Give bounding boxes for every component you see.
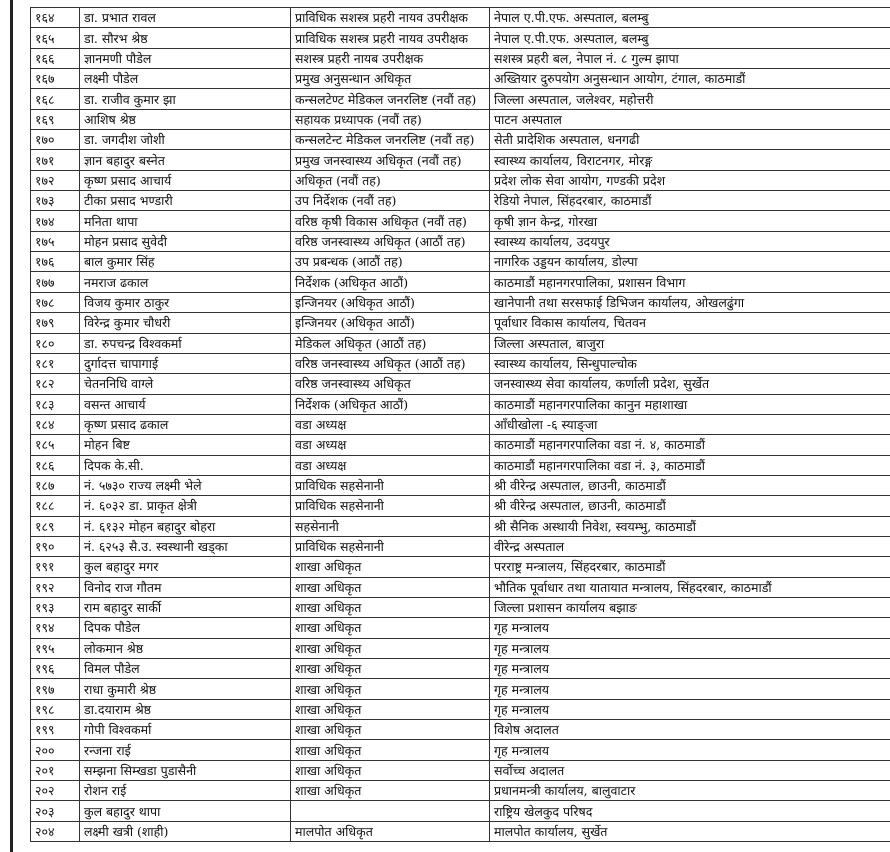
post-cell: वडा अध्यक्ष — [291, 455, 490, 475]
name-cell: डा. रुपचन्द्र विश्वकर्मा — [80, 333, 291, 353]
post-cell: उप निर्देशक (नवौं तह) — [291, 191, 490, 211]
name-cell: मोहन प्रसाद सुवेदी — [80, 231, 291, 251]
post-cell: शाखा अधिकृत — [291, 577, 490, 597]
office-cell: पाटन अस्पताल — [490, 109, 890, 129]
name-cell: विनोद राज गौतम — [80, 577, 291, 597]
table-row — [31, 313, 890, 333]
table-row — [31, 48, 890, 68]
name-cell: आशिष श्रेष्ठ — [80, 109, 291, 129]
post-cell: इन्जिनयर (अधिकृत आठौं) — [291, 313, 490, 333]
office-cell: गृह मन्त्रालय — [490, 659, 890, 679]
table-row — [31, 109, 890, 129]
post-cell: प्रमुख जनस्वास्थ्य अधिकृत (नवौं तह) — [291, 150, 490, 170]
table-row — [31, 353, 890, 373]
name-cell: दुर्गादत्त चापागाई — [80, 353, 291, 373]
serial-number-cell: १९७ — [31, 679, 80, 699]
table-row — [31, 272, 890, 292]
post-cell: वरिष्ठ कृषी विकास अधिकृत (नवौं तह) — [291, 211, 490, 231]
table-row — [31, 577, 890, 597]
serial-number-cell: २०४ — [31, 821, 80, 841]
name-cell: विजय कुमार ठाकुर — [80, 292, 291, 312]
honoree-table — [30, 7, 890, 842]
serial-number-cell: १८२ — [31, 374, 80, 394]
serial-number-cell: २०० — [31, 740, 80, 760]
office-cell: वीरेन्द्र अस्पताल — [490, 536, 890, 556]
serial-number-cell: १६५ — [31, 28, 80, 48]
table-row — [31, 496, 890, 516]
name-cell: नं. ६२५३ सै.उ. स्वस्थानी खड्का — [80, 536, 291, 556]
office-cell: राष्ट्रिय खेलकुद परिषद — [490, 801, 890, 821]
table-row — [31, 618, 890, 638]
post-cell: शाखा अधिकृत — [291, 720, 490, 740]
serial-number-cell: १८६ — [31, 455, 80, 475]
office-cell: पूर्वाधार विकास कार्यालय, चितवन — [490, 313, 890, 333]
post-cell: वरिष्ठ जनस्वास्थ्य अधिकृत (आठौं तह) — [291, 231, 490, 251]
serial-number-cell: १९९ — [31, 720, 80, 740]
table-row — [31, 28, 890, 48]
name-cell: वसन्त आचार्य — [80, 394, 291, 414]
post-cell: मालपोत अधिकृत — [291, 821, 490, 841]
table-row — [31, 699, 890, 719]
table-row — [31, 8, 890, 28]
post-cell: प्रमुख अनुसन्धान अधिकृत — [291, 69, 490, 89]
office-cell: गृह मन्त्रालय — [490, 638, 890, 658]
name-cell: नमराज ढकाल — [80, 272, 291, 292]
name-cell: दिपक के.सी. — [80, 455, 291, 475]
post-cell: शाखा अधिकृत — [291, 679, 490, 699]
post-cell: कन्सलटेण्ट मेडिकल जनरलिष्ट (नवौं तह) — [291, 89, 490, 109]
name-cell: टीका प्रसाद भण्डारी — [80, 191, 291, 211]
serial-number-cell: १८१ — [31, 353, 80, 373]
serial-number-cell: १७९ — [31, 313, 80, 333]
post-cell: मेडिकल अधिकृत (आठौं तह) — [291, 333, 490, 353]
table-row — [31, 150, 890, 170]
post-cell: शाखा अधिकृत — [291, 740, 490, 760]
name-cell: रोशन राई — [80, 781, 291, 801]
name-cell: दिपक पौडेल — [80, 618, 291, 638]
name-cell: नं. ५७३० राज्य लक्ष्मी भेले — [80, 475, 291, 495]
name-cell: लक्ष्मी खत्री (शाही) — [80, 821, 291, 841]
table-row — [31, 740, 890, 760]
table-row — [31, 597, 890, 617]
office-cell: सशस्त्र प्रहरी बल, नेपाल नं. ८ गुल्म झापा — [490, 48, 890, 68]
name-cell: डा.दयाराम श्रेष्ठ — [80, 699, 291, 719]
name-cell: लक्ष्मी पौडेल — [80, 69, 291, 89]
table-row — [31, 333, 890, 353]
serial-number-cell: १९६ — [31, 659, 80, 679]
serial-number-cell: १९१ — [31, 557, 80, 577]
table-row — [31, 130, 890, 150]
serial-number-cell: १९२ — [31, 577, 80, 597]
office-cell: जिल्ला अस्पताल, जलेश्वर, महोत्तरी — [490, 89, 890, 109]
serial-number-cell: १७६ — [31, 252, 80, 272]
table-row — [31, 821, 890, 841]
name-cell: ज्ञानमणी पौडेल — [80, 48, 291, 68]
post-cell: निर्देशक (अधिकृत आठौं) — [291, 272, 490, 292]
table-row — [31, 211, 890, 231]
table-row — [31, 516, 890, 536]
table-row — [31, 801, 890, 821]
table-row — [31, 170, 890, 190]
office-cell: काठमाडौं महानगरपालिका, प्रशासन विभाग — [490, 272, 890, 292]
table-row — [31, 659, 890, 679]
table-row — [31, 781, 890, 801]
serial-number-cell: १७७ — [31, 272, 80, 292]
serial-number-cell: १८७ — [31, 475, 80, 495]
serial-number-cell: १८० — [31, 333, 80, 353]
office-cell: गृह मन्त्रालय — [490, 679, 890, 699]
serial-number-cell: १९५ — [31, 638, 80, 658]
serial-number-cell: १९० — [31, 536, 80, 556]
table-row — [31, 720, 890, 740]
table-row — [31, 455, 890, 475]
name-cell: विमल पौडेल — [80, 659, 291, 679]
serial-number-cell: २०२ — [31, 781, 80, 801]
table-row — [31, 679, 890, 699]
post-cell: शाखा अधिकृत — [291, 618, 490, 638]
post-cell: प्राविधिक सशस्त्र प्रहरी नायव उपरीक्षक — [291, 28, 490, 48]
office-cell: अख्तियार दुरुपयोग अनुसन्धान आयोग, टंगाल, काठमाडौं — [490, 69, 890, 89]
office-cell: मालपोत कार्यालय, सुर्खेत — [490, 821, 890, 841]
table-row — [31, 231, 890, 251]
post-cell: शाखा अधिकृत — [291, 597, 490, 617]
name-cell: डा. प्रभात रावल — [80, 8, 291, 28]
serial-number-cell: १८३ — [31, 394, 80, 414]
name-cell: नं. ६०३२ डा. प्राकृत क्षेत्री — [80, 496, 291, 516]
table-row — [31, 89, 890, 109]
post-cell: सहसेनानी — [291, 516, 490, 536]
serial-number-cell: २०३ — [31, 801, 80, 821]
serial-number-cell: १९८ — [31, 699, 80, 719]
name-cell: राधा कुमारी श्रेष्ठ — [80, 679, 291, 699]
office-cell: गृह मन्त्रालय — [490, 618, 890, 638]
table-row — [31, 292, 890, 312]
serial-number-cell: १७३ — [31, 191, 80, 211]
office-cell: गृह मन्त्रालय — [490, 740, 890, 760]
name-cell: सम्झना सिम्खडा पुडासैनी — [80, 760, 291, 780]
name-cell: डा. राजीव कुमार झा — [80, 89, 291, 109]
name-cell: रन्जना राई — [80, 740, 291, 760]
post-cell: कन्सलटेन्ट मेडिकल जनरलिष्ट (नवौं तह) — [291, 130, 490, 150]
office-cell: प्रधानमन्त्री कार्यालय, बालुवाटार — [490, 781, 890, 801]
table-row — [31, 475, 890, 495]
serial-number-cell: १९४ — [31, 618, 80, 638]
post-cell: अधिकृत (नवौं तह) — [291, 170, 490, 190]
table-row — [31, 536, 890, 556]
name-cell: मोहन बिष्ट — [80, 435, 291, 455]
name-cell: कृष्ण प्रसाद आचार्य — [80, 170, 291, 190]
post-cell: शाखा अधिकृत — [291, 781, 490, 801]
office-cell: स्वास्थ्य कार्यालय, सिन्धुपाल्चोक — [490, 353, 890, 373]
office-cell: गृह मन्त्रालय — [490, 699, 890, 719]
name-cell: मनिता थापा — [80, 211, 291, 231]
office-cell: श्री वीरेन्द्र अस्पताल, छाउनी, काठमाडौं — [490, 496, 890, 516]
post-cell: शाखा अधिकृत — [291, 699, 490, 719]
post-cell: प्राविधिक सहसेनानी — [291, 496, 490, 516]
office-cell: जिल्ला प्रशासन कार्यालय बझाङ — [490, 597, 890, 617]
office-cell: खानेपानी तथा सरसफाई डिभिजन कार्यालय, ओखलढुंगा — [490, 292, 890, 312]
office-cell: काठमाडौं महानगरपालिका वडा नं. ३, काठमाडौं — [490, 455, 890, 475]
office-cell: भौतिक पूर्वाधार तथा यातायात मन्त्रालय, सिंहदरबार, काठमाडौं — [490, 577, 890, 597]
serial-number-cell: १७८ — [31, 292, 80, 312]
post-cell: प्राविधिक सशस्त्र प्रहरी नायव उपरीक्षक — [291, 8, 490, 28]
table-row — [31, 638, 890, 658]
serial-number-cell: १८४ — [31, 414, 80, 434]
name-cell: लोकमान श्रेष्ठ — [80, 638, 291, 658]
post-cell: शाखा अधिकृत — [291, 760, 490, 780]
name-cell: कुल बहादुर मगर — [80, 557, 291, 577]
name-cell: डा. सौरभ श्रेष्ठ — [80, 28, 291, 48]
name-cell: ज्ञान बहादुर बस्नेत — [80, 150, 291, 170]
table-row — [31, 69, 890, 89]
table-row — [31, 557, 890, 577]
office-cell: आँधीखोला -६ स्याङ्जा — [490, 414, 890, 434]
name-cell: चेतननिधि वाग्ले — [80, 374, 291, 394]
serial-number-cell: १७२ — [31, 170, 80, 190]
serial-number-cell: १६६ — [31, 48, 80, 68]
office-cell: स्वास्थ्य कार्यालय, विराटनगर, मोरङ्ग — [490, 150, 890, 170]
post-cell: शाखा अधिकृत — [291, 638, 490, 658]
office-cell: जिल्ला अस्पताल, बाजुरा — [490, 333, 890, 353]
serial-number-cell: १७४ — [31, 211, 80, 231]
post-cell: प्राविधिक सहसेनानी — [291, 475, 490, 495]
post-cell — [291, 801, 490, 821]
serial-number-cell: १६८ — [31, 89, 80, 109]
serial-number-cell: १६४ — [31, 8, 80, 28]
name-cell: बाल कुमार सिंह — [80, 252, 291, 272]
office-cell: काठमाडौं महानगरपालिका कानुन महाशाखा — [490, 394, 890, 414]
name-cell: कृष्ण प्रसाद ढकाल — [80, 414, 291, 434]
cropped-previous-row — [30, 0, 875, 7]
table-row — [31, 374, 890, 394]
office-cell: प्रदेश लोक सेवा आयोग, गण्डकी प्रदेश — [490, 170, 890, 190]
office-cell: सर्वोच्च अदालत — [490, 760, 890, 780]
office-cell: स्वास्थ्य कार्यालय, उदयपुर — [490, 231, 890, 251]
table-row — [31, 394, 890, 414]
honoree-table-body — [31, 8, 890, 842]
table-row — [31, 414, 890, 434]
table-row — [31, 435, 890, 455]
serial-number-cell: १९३ — [31, 597, 80, 617]
post-cell: उप प्रबन्धक (आठौं तह) — [291, 252, 490, 272]
name-cell: गोपी विश्वकर्मा — [80, 720, 291, 740]
office-cell: कृषी ज्ञान केन्द्र, गोरखा — [490, 211, 890, 231]
office-cell: विशेष अदालत — [490, 720, 890, 740]
office-cell: जनस्वास्थ्य सेवा कार्यालय, कर्णाली प्रदेश, सुर्खेत — [490, 374, 890, 394]
serial-number-cell: १७५ — [31, 231, 80, 251]
serial-number-cell: १६७ — [31, 69, 80, 89]
post-cell: वडा अध्यक्ष — [291, 414, 490, 434]
office-cell: श्री वीरेन्द्र अस्पताल, छाउनी, काठमाडौं — [490, 475, 890, 495]
post-cell: इन्जिनयर (अधिकृत आठौं) — [291, 292, 490, 312]
office-cell: श्री सैनिक अस्थायी निवेश, स्वयम्भु, काठमाडौं — [490, 516, 890, 536]
post-cell: वरिष्ठ जनस्वास्थ्य अधिकृत (आठौं तह) — [291, 353, 490, 373]
post-cell: प्राविधिक सहसेनानी — [291, 536, 490, 556]
post-cell: शाखा अधिकृत — [291, 557, 490, 577]
office-cell: नेपाल ए.पी.एफ. अस्पताल, बलम्बु — [490, 28, 890, 48]
serial-number-cell: १७१ — [31, 150, 80, 170]
serial-number-cell: १७० — [31, 130, 80, 150]
post-cell: वरिष्ठ जनस्वास्थ्य अधिकृत — [291, 374, 490, 394]
office-cell: नागरिक उड्डयन कार्यालय, डोल्पा — [490, 252, 890, 272]
name-cell: राम बहादुर सार्की — [80, 597, 291, 617]
post-cell: वडा अध्यक्ष — [291, 435, 490, 455]
serial-number-cell: १८८ — [31, 496, 80, 516]
name-cell: विरेन्द्र कुमार चौधरी — [80, 313, 291, 333]
serial-number-cell: १६९ — [31, 109, 80, 129]
post-cell: निर्देशक (अधिकृत आठौं) — [291, 394, 490, 414]
serial-number-cell: २०१ — [31, 760, 80, 780]
office-cell: काठमाडौं महानगरपालिका वडा नं. ४, काठमाडौं — [490, 435, 890, 455]
post-cell: शाखा अधिकृत — [291, 659, 490, 679]
office-cell: रेडियो नेपाल, सिंहदरबार, काठमाडौं — [490, 191, 890, 211]
name-cell: डा. जगदीश जोशी — [80, 130, 291, 150]
page-left-border — [10, 0, 13, 852]
name-cell: कुल बहादुर थापा — [80, 801, 291, 821]
office-cell: सेती प्रादेशिक अस्पताल, धनगढी — [490, 130, 890, 150]
table-row — [31, 191, 890, 211]
table-row — [31, 252, 890, 272]
serial-number-cell: १८५ — [31, 435, 80, 455]
table-row — [31, 760, 890, 780]
name-cell: नं. ६१३२ मोहन बहादुर बोहरा — [80, 516, 291, 536]
serial-number-cell: १८९ — [31, 516, 80, 536]
office-cell: नेपाल ए.पी.एफ. अस्पताल, बलम्बु — [490, 8, 890, 28]
post-cell: सशस्त्र प्रहरी नायब उपरीक्षक — [291, 48, 490, 68]
office-cell: परराष्ट्र मन्त्रालय, सिंहदरबार, काठमाडौं — [490, 557, 890, 577]
post-cell: सहायक प्रध्यापक (नवौं तह) — [291, 109, 490, 129]
